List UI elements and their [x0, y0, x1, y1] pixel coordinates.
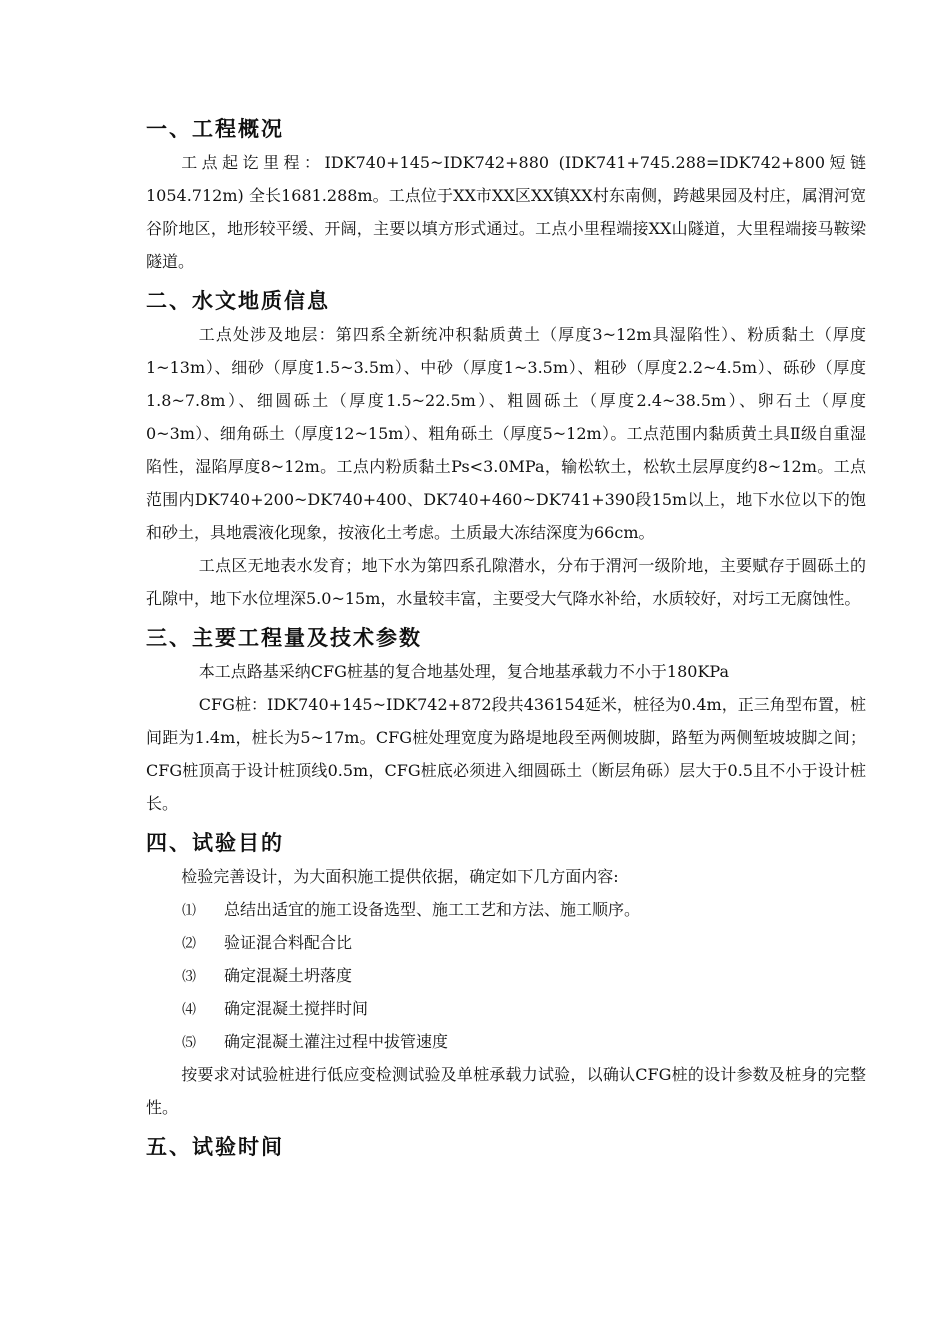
section-4-closing: 按要求对试验桩进行低应变检测试验及单桩承载力试验，以确认CFG桩的设计参数及桩身的完整性。 — [146, 1065, 866, 1117]
list-text: 确定混凝土灌注过程中拔管速度 — [224, 1032, 449, 1051]
list-number: ⑴ — [182, 903, 196, 919]
list-number: ⑶ — [182, 969, 196, 985]
list-item — [146, 1025, 866, 1058]
document-body — [146, 112, 866, 1164]
list-item — [146, 926, 866, 959]
list-text: 确定混凝土坍落度 — [224, 966, 353, 985]
list-text: 验证混合料配合比 — [224, 933, 353, 952]
section-2-paragraph-2: 工点区无地表水发育；地下水为第四系孔隙潜水，分布于渭河一级阶地，主要赋存于圆砾土的孔隙中，地下水位埋深5.0~15m，水量较丰富，主要受大气降水补给，水质较好，对圬工无腐蚀性。 — [146, 556, 866, 608]
list-item — [146, 992, 866, 1025]
section-heading-2: 二、水文地质信息 — [146, 289, 330, 313]
section-heading-4: 四、试验目的 — [146, 831, 284, 855]
list-item — [146, 893, 866, 926]
section-2-paragraph-1: 工点处涉及地层：第四系全新统冲积黏质黄土（厚度3~12m具湿陷性）、粉质黏土（厚度1~13m）、细砂（厚度1.5~3.5m）、中砂（厚度1~3.5m）、粗砂（厚度2.2~4.5m）、砾砂（厚度1.8~7.8m）、细圆砾土（厚度1.5~22.5m）、粗圆砾土（厚度2.4~38.5m）、卵石土（厚度0~3m）、细角砾土（厚度12~15m）、粗角砾土（厚度5~12m）。工点范围内黏质黄土具Ⅱ级自重湿陷性，湿陷厚度8~12m。工点内粉质黏土Ps<3.0MPa，输松软土，松软土层厚度约8~12m。工点范围内DK740+200~DK740+400、DK740+460~DK741+390段15m以上，地下水位以下的饱和砂土，具地震液化现象，按液化土考虑。土质最大冻结深度为66cm。 — [146, 325, 866, 542]
section-3-paragraph-1: 本工点路基采纳CFG桩基的复合地基处理，复合地基承载力不小于180KPa — [198, 662, 730, 681]
list-number: ⑵ — [182, 936, 196, 952]
section-3-paragraph-2: CFG桩：IDK740+145~IDK742+872段共436154延米，桩径为0.4m，正三角型布置，桩间距为1.4m，桩长为5~17m。CFG桩处理宽度为路堤地段至两侧坡脚，路堑为两侧堑坡坡脚之间；CFG桩顶高于设计桩顶线0.5m，CFG桩底必须进入细圆砾土（断层角砾）层大于0.5且不小于设计桩长。 — [146, 695, 866, 813]
list-number: ⑸ — [182, 1035, 196, 1051]
list-item — [146, 959, 866, 992]
list-number: ⑷ — [182, 1002, 196, 1018]
section-4-intro: 检验完善设计，为大面积施工提供依据，确定如下几方面内容: — [181, 867, 619, 886]
section-heading-5: 五、试验时间 — [146, 1135, 284, 1159]
list-text: 总结出适宜的施工设备选型、施工工艺和方法、施工顺序。 — [224, 900, 641, 919]
section-1-paragraph: 工点起讫里程：IDK740+145~IDK742+880 (IDK741+745.288=IDK742+800短链1054.712m) 全长1681.288m。工点位于XX市XX区XX镇XX村东南侧，跨越果园及村庄，属渭河宽谷阶地区，地形较平缓、开阔，主要以填方形式通过。工点小里程端接XX山隧道，大里程端接马鞍梁隧道。 — [146, 153, 866, 271]
section-heading-1: 一、工程概况 — [146, 117, 284, 141]
section-heading-3: 三、主要工程量及技术参数 — [146, 626, 422, 650]
list-text: 确定混凝土搅拌时间 — [224, 999, 369, 1018]
